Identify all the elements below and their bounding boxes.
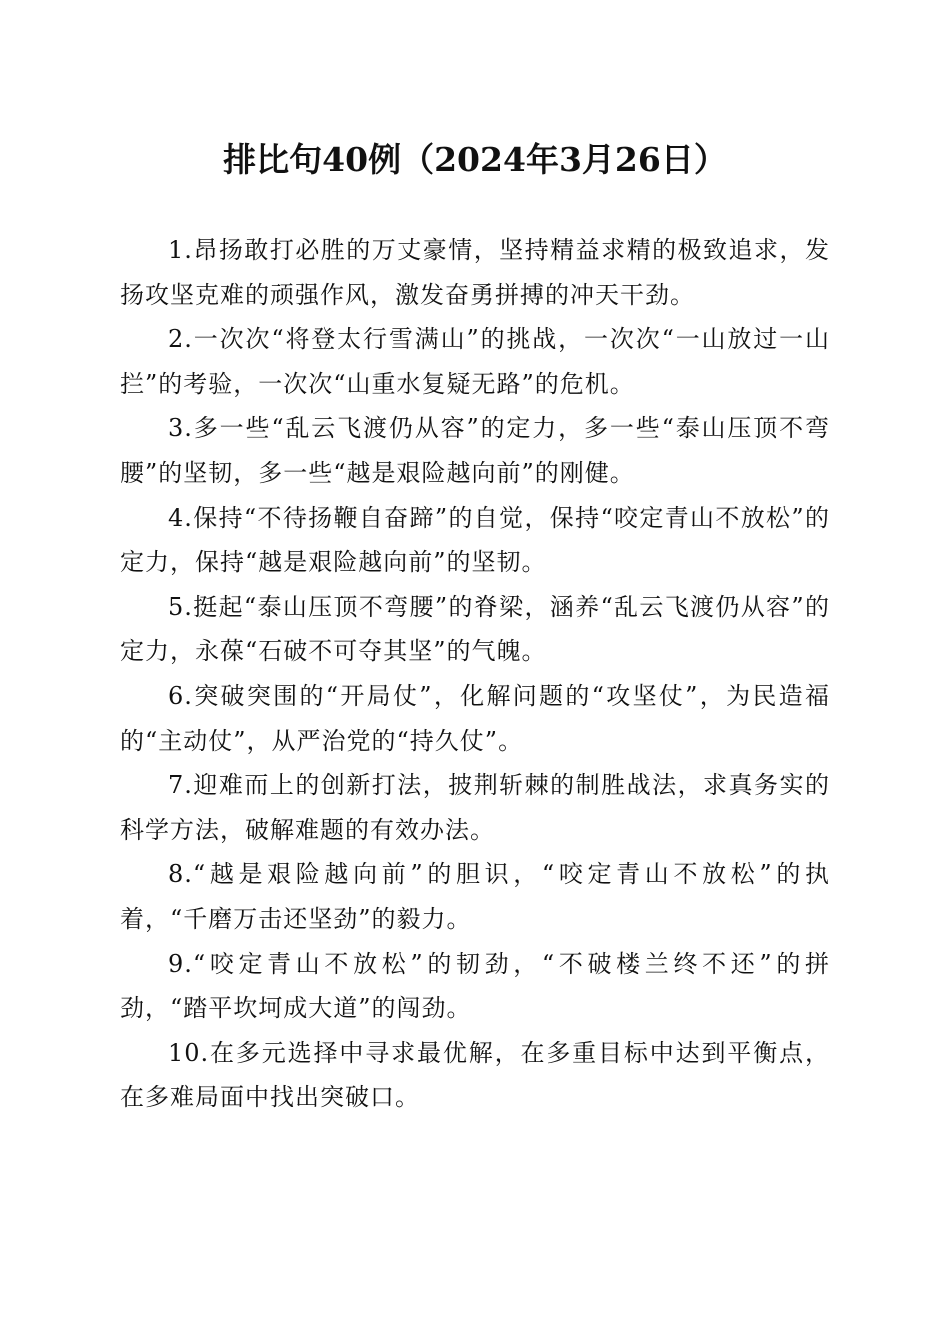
document-title: 排比句40例（2024年3月26日） [223, 140, 727, 179]
paragraph-5: 5.挺起“泰山压顶不弯腰”的脊梁，涵养“乱云飞渡仍从容”的定力，永葆“石破不可夺其坚”的气魄。 [120, 592, 830, 666]
paragraph-9: 9.“咬定青山不放松”的韧劲，“不破楼兰终不还”的拼劲，“踏平坎坷成大道”的闯劲。 [120, 949, 830, 1023]
paragraph-1: 1.昂扬敢打必胜的万丈豪情，坚持精益求精的极致追求，发扬攻坚克难的顽强作风，激发奋勇拼搏的冲天干劲。 [120, 236, 830, 309]
paragraph-8: 8.“越是艰险越向前”的胆识，“咬定青山不放松”的执着，“千磨万击还坚劲”的毅力。 [120, 860, 830, 933]
paragraph-10: 10.在多元选择中寻求最优解，在多重目标中达到平衡点，在多难局面中找出突破口。 [120, 1038, 830, 1112]
paragraph-2: 2.一次次“将登太行雪满山”的挑战，一次次“一山放过一山拦”的考验，一次次“山重水复疑无路”的危机。 [120, 325, 830, 398]
document-body [120, 228, 830, 1120]
paragraph-3: 3.多一些“乱云飞渡仍从容”的定力，多一些“泰山压顶不弯腰”的坚韧，多一些“越是艰险越向前”的刚健。 [120, 414, 830, 487]
paragraph-6: 6.突破突围的“开局仗”，化解问题的“攻坚仗”，为民造福的“主动仗”，从严治党的“持久仗”。 [120, 681, 830, 755]
paragraph-4: 4.保持“不待扬鞭自奋蹄”的自觉，保持“咬定青山不放松”的定力，保持“越是艰险越向前”的坚韧。 [120, 503, 830, 577]
paragraph-7: 7.迎难而上的创新打法，披荆斩棘的制胜战法，求真务实的科学方法，破解难题的有效办法。 [120, 771, 830, 844]
